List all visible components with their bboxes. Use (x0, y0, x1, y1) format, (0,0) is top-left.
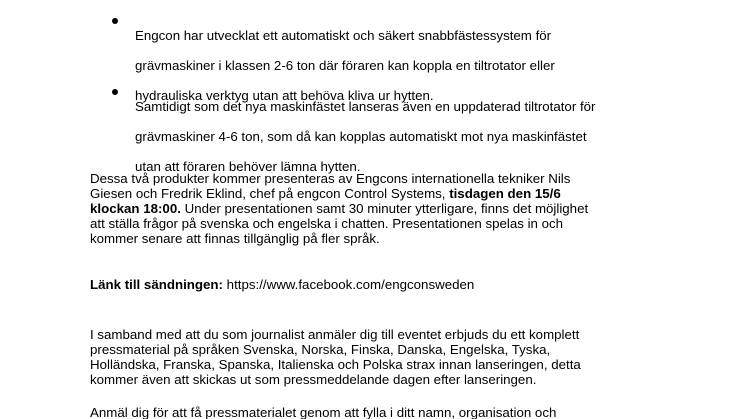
paragraph-line: kommer senare att finnas tillgänglig på fler språk. (90, 231, 380, 246)
bullet-line: grävmaskiner 4-6 ton, som då kan kopplas automatiskt mot nya maskinfästet (135, 129, 587, 144)
event-time: klockan 18:00. (90, 201, 181, 216)
paragraph-line: Anmäl dig för att få pressmaterialet genom att fylla i ditt namn, organisation och (90, 405, 557, 419)
paragraph-text: Giesen och Fredrik Eklind, chef på engcon Control Systems, (90, 186, 450, 201)
journalist-paragraph (90, 327, 690, 387)
bullet-line: Engcon har utvecklat ett automatiskt och säkert snabbfästessystem för (135, 28, 552, 43)
paragraph-line: Dessa två produkter kommer presenteras av Engcons internationella tekniker Nils (90, 171, 571, 186)
presentation-paragraph (90, 171, 690, 246)
bullet-line: hydrauliska verktyg utan att behöva kliva ur hytten. (135, 88, 434, 103)
bullet-line: grävmaskiner i klassen 2-6 ton där föraren kan koppla en tiltrotator eller (135, 58, 555, 73)
paragraph-line (90, 277, 690, 292)
signup-paragraph (90, 405, 690, 419)
paragraph-line: pressmaterial på språken Svenska, Norska, Finska, Danska, Engelska, Tyska, (90, 342, 551, 357)
bullet-line: utan att föraren behöver lämna hytten. (135, 159, 361, 174)
paragraph-line: att ställa frågor på svenska och engelska i chatten. Presentationen spelas in och (90, 216, 564, 231)
paragraph-line (90, 186, 690, 201)
broadcast-label: Länk till sändningen: (90, 277, 223, 292)
bullet-dot-icon (112, 18, 118, 24)
broadcast-url[interactable]: https://www.facebook.com/engconsweden (222, 277, 475, 292)
broadcast-link-paragraph (90, 277, 690, 292)
paragraph-text: Under presentationen samt 30 minuter ytterligare, finns det möjlighet (180, 201, 589, 216)
paragraph-line: Holländska, Franska, Spanska, Italienska och Polska strax innan lanseringen, detta (90, 357, 581, 372)
event-date: tisdagen den 15/6 (449, 186, 561, 201)
paragraph-line: kommer även att skickas ut som pressmeddelande dagen efter lanseringen. (90, 372, 537, 387)
paragraph-line: I samband med att du som journalist anmäler dig till eventet erbjuds du ett komplett (90, 327, 580, 342)
paragraph-line (90, 201, 690, 216)
bullet-line: Samtidigt som det nya maskinfästet lanseras även en uppdaterad tiltrotator för (135, 99, 596, 114)
bullet-dot-icon (112, 89, 118, 95)
